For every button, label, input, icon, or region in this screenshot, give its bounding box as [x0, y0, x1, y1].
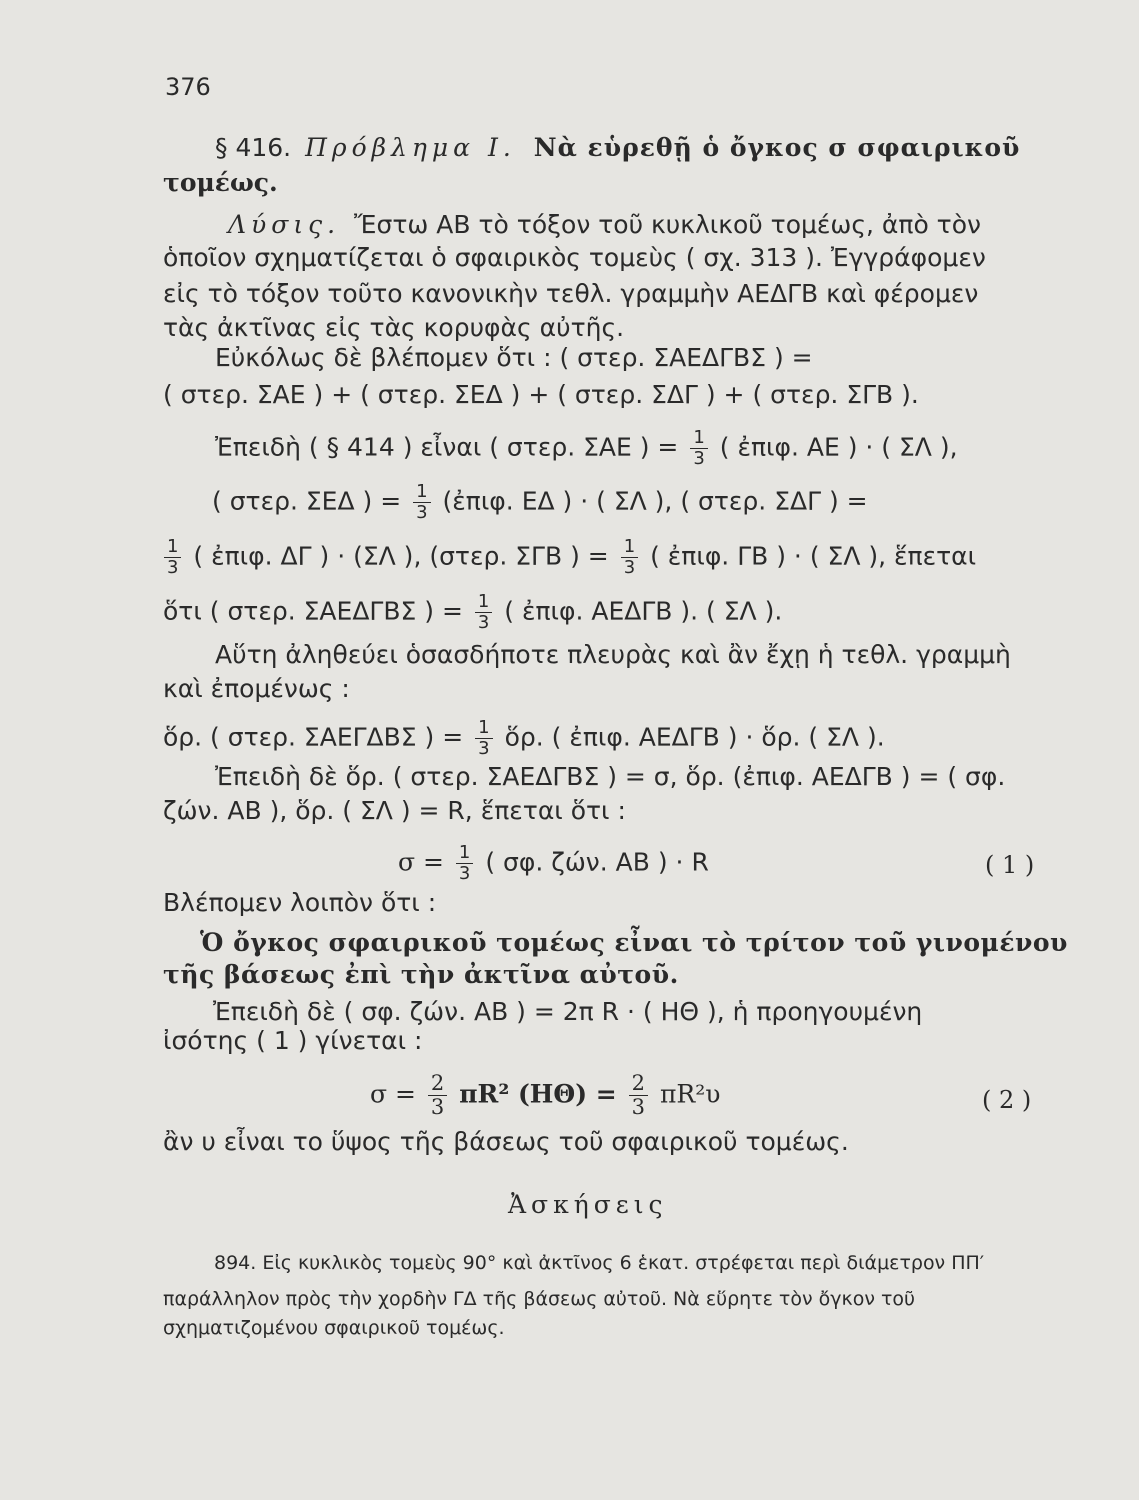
exercises-title: Ἀσκήσεις [508, 1190, 668, 1219]
fraction-one-third: $\frac{1}{3}$ [456, 843, 473, 884]
fraction-one-third: $\frac{1}{3}$ [475, 718, 492, 759]
fraction-one-third: $\frac{1}{3}$ [164, 537, 181, 578]
equation-2-number: ( 2 ) [982, 1086, 1032, 1114]
page-number: 376 [165, 73, 211, 101]
solution-line-13: ὅρ. ( στερ. ΣΑΕΓΔΒΣ ) = $\frac{1}{3}$ ὅρ. ( ἐπιφ. ΑΕΔΓΒ ) · ὅρ. ( ΣΛ ). [163, 717, 885, 759]
solution-line-7: Ἐπειδὴ ( § 414 ) εἶναι ( στερ. ΣΑΕ ) = $\frac{1}{3}$ ( ἐπιφ. ΑΕ ) · ( ΣΛ ), [215, 427, 958, 469]
solution-line-16: Βλέπομεν λοιπὸν ὅτι : [163, 888, 437, 917]
problem-title-cont: τομέως. [163, 168, 278, 197]
exercise-line-2: παράλληλον πρὸς τὴν χορδὴν ΓΔ τῆς βάσεως αὐτοῦ. Νὰ εὕρητε τὸν ὄγκον τοῦ [163, 1288, 916, 1310]
fraction-one-third: $\frac{1}{3}$ [413, 482, 430, 523]
solution-line-6: ( στερ. ΣΑΕ ) + ( στερ. ΣΕΔ ) + ( στερ. ΣΔΓ ) + ( στερ. ΣΓΒ ). [163, 380, 919, 409]
solution-line-17: Ἐπειδὴ δὲ ( σφ. ζών. ΑΒ ) = 2π R · ( ΗΘ ), ἡ προηγουμένη [213, 997, 923, 1026]
solution-line-2: ὁποῖον σχηματίζεται ὁ σφαιρικὸς τομεὺς ( σχ. 313 ). Ἐγγράφομεν [163, 243, 986, 272]
section-heading [215, 133, 1020, 163]
fraction-one-third: $\frac{1}{3}$ [690, 428, 707, 469]
solution-line-8: ( στερ. ΣΕΔ ) = $\frac{1}{3}$ (ἐπιφ. ΕΔ ) · ( ΣΛ ), ( στερ. ΣΔΓ ) = [212, 481, 868, 523]
solution-line-10: ὅτι ( στερ. ΣΑΕΔΓΒΣ ) = $\frac{1}{3}$ ( ἐπιφ. ΑΕΔΓΒ ). ( ΣΛ ). [163, 591, 783, 633]
equation-1: σ = $\frac{1}{3}$ ( σφ. ζών. ΑΒ ) · R [398, 842, 709, 884]
equation-2: σ = $\frac{2}{3}$ πR² (ΗΘ) = $\frac{2}{3}$ πR²υ [370, 1071, 721, 1119]
solution-line-11: Αὕτη ἀληθεύει ὁσασδήποτε πλευρὰς καὶ ἂν ἔχῃ ἡ τεθλ. γραμμὴ [215, 640, 1011, 669]
exercise-line-3: σχηματιζομένου σφαιρικοῦ τομέως. [163, 1317, 505, 1339]
solution-line-19: ἂν υ εἶναι το ὕψος τῆς βάσεως τοῦ σφαιρικοῦ τομέως. [163, 1127, 849, 1156]
fraction-two-thirds: $\frac{2}{3}$ [428, 1072, 447, 1119]
fraction-one-third: $\frac{1}{3}$ [475, 592, 492, 633]
equation-1-number: ( 1 ) [985, 851, 1035, 879]
problem-label: Πρόβλημα Ι. [305, 133, 516, 162]
solution-line-5: Εὐκόλως δὲ βλέπομεν ὅτι : ( στερ. ΣΑΕΔΓΒΣ ) = [215, 343, 813, 372]
fraction-one-third: $\frac{1}{3}$ [621, 537, 638, 578]
exercise-line-1: 894. Εἰς κυκλικὸς τομεὺς 90° καὶ ἀκτῖνος 6 ἑκατ. στρέφεται περὶ διάμετρον ΠΠ′ [214, 1252, 985, 1274]
section-number: § 416. [215, 133, 292, 162]
problem-title: Νὰ εὑρεθῇ ὁ ὄγκος σ σφαιρικοῦ [533, 133, 1021, 162]
fraction-two-thirds: $\frac{2}{3}$ [629, 1072, 648, 1119]
solution-line-18: ἰσότης ( 1 ) γίνεται : [163, 1026, 423, 1055]
solution-label: Λύσις. [228, 210, 341, 239]
solution-line-4: τὰς ἀκτῖνας εἰς τὰς κορυφὰς αὐτῆς. [163, 313, 625, 342]
solution-line-3: εἰς τὸ τόξον τοῦτο κανονικὴν τεθλ. γραμμὴν ΑΕΔΓΒ καὶ φέρομεν [163, 279, 979, 308]
theorem-line-2: τῆς βάσεως ἐπὶ τὴν ἀκτῖνα αὐτοῦ. [163, 960, 679, 989]
solution-line-14: Ἐπειδὴ δὲ ὅρ. ( στερ. ΣΑΕΔΓΒΣ ) = σ, ὅρ. (ἐπιφ. ΑΕΔΓΒ ) = ( σφ. [215, 762, 1006, 791]
theorem-line-1: Ὁ ὄγκος σφαιρικοῦ τομέως εἶναι τὸ τρίτον τοῦ γινομένου [200, 928, 1068, 957]
solution-line-9: $\frac{1}{3}$ ( ἐπιφ. ΔΓ ) · (ΣΛ ), (στερ. ΣΓΒ ) = $\frac{1}{3}$ ( ἐπιφ. ΓΒ ) · ( ΣΛ ), ἕπεται [160, 537, 976, 578]
solution-line-12: καὶ ἐπομένως : [163, 674, 350, 703]
solution-line-1: Λύσις. Ἔστω ΑΒ τὸ τόξον τοῦ κυκλικοῦ τομέως, ἀπὸ τὸν [228, 210, 981, 239]
solution-line-15: ζών. ΑΒ ), ὅρ. ( ΣΛ ) = R, ἕπεται ὅτι : [163, 796, 626, 825]
